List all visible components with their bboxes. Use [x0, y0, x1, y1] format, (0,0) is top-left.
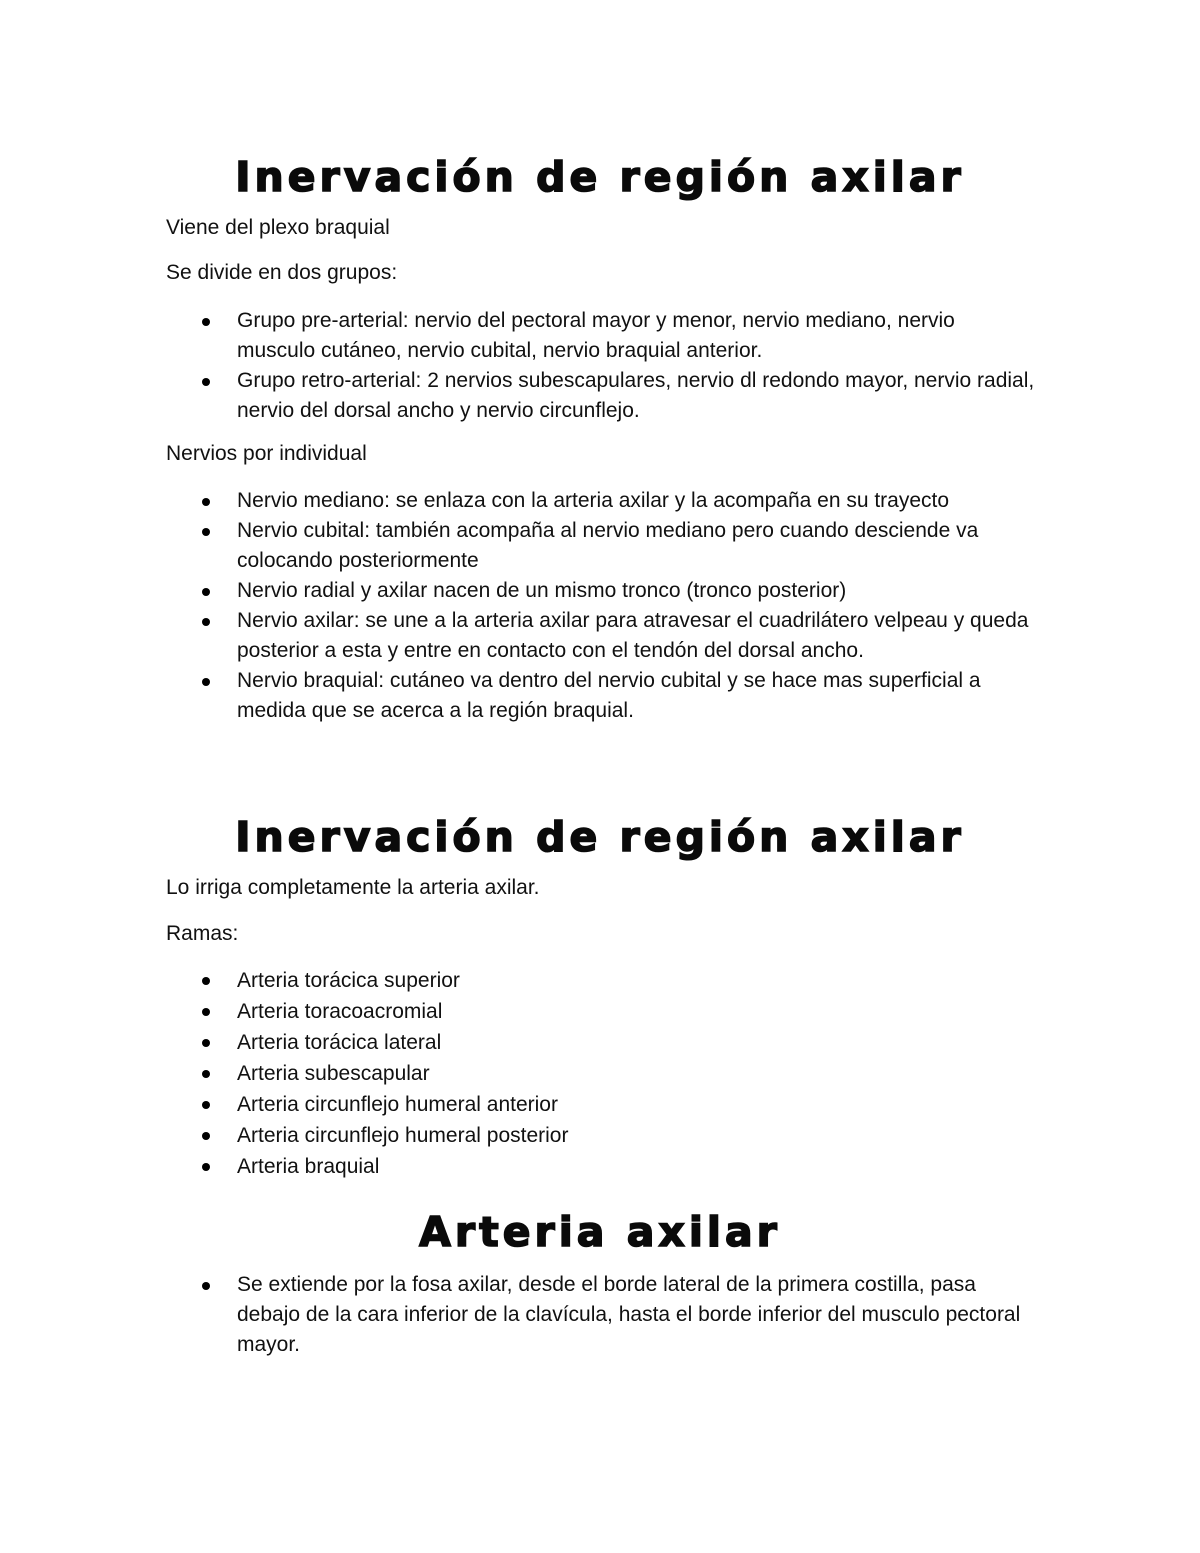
list-item — [0, 486, 1037, 516]
list-item — [0, 1120, 1037, 1151]
bullet-icon — [202, 1008, 210, 1016]
list-item-text: Arteria braquial — [237, 1155, 380, 1178]
list-item-text: Nervio braquial: cutáneo va dentro del nervio cubital y se hace mas superficial a medida que se acerca a la región braquial. — [237, 669, 981, 722]
list-item-text: Arteria circunflejo humeral posterior — [237, 1124, 569, 1147]
bullet-icon — [202, 678, 210, 686]
section-heading-inervacion: Inervación de región axilar — [235, 153, 965, 201]
bullet-icon — [202, 378, 210, 386]
bullet-icon — [202, 1101, 210, 1109]
section-heading-inervacion-2: Inervación de región axilar — [235, 813, 965, 861]
bullet-icon — [202, 1070, 210, 1078]
bullet-icon — [202, 528, 210, 536]
paragraph-plexo: Viene del plexo braquial — [166, 216, 390, 239]
section-heading-arteria-axilar: Arteria axilar — [419, 1208, 781, 1256]
list-item-text: Arteria subescapular — [237, 1062, 430, 1085]
groups-list — [0, 306, 1037, 426]
list-item-text: Arteria torácica superior — [237, 969, 460, 992]
nervios-list — [0, 486, 1037, 726]
list-item-text: Nervio radial y axilar nacen de un mismo tronco (tronco posterior) — [237, 579, 847, 602]
list-item-text: Arteria torácica lateral — [237, 1031, 442, 1054]
bullet-icon — [202, 1039, 210, 1047]
list-item-text: Nervio mediano: se enlaza con la arteria axilar y la acompaña en su trayecto — [237, 489, 950, 512]
list-item-text: Arteria circunflejo humeral anterior — [237, 1093, 558, 1116]
bullet-icon — [202, 498, 210, 506]
list-item — [0, 516, 1037, 576]
list-item-text: Arteria toracoacromial — [237, 1000, 443, 1023]
bullet-icon — [202, 1282, 210, 1290]
list-item — [0, 666, 1037, 726]
bullet-icon — [202, 318, 210, 326]
ramas-list — [0, 965, 1037, 1182]
list-item — [0, 306, 1037, 366]
bullet-icon — [202, 1132, 210, 1140]
list-item — [0, 606, 1037, 666]
list-item — [0, 1270, 1037, 1360]
paragraph-nervios-intro: Nervios por individual — [166, 442, 367, 465]
list-item — [0, 576, 1037, 606]
arteria-list — [0, 1270, 1037, 1360]
list-item-text: Nervio cubital: también acompaña al nervio mediano pero cuando desciende va colocando posteriormente — [237, 519, 979, 572]
bullet-icon — [202, 1163, 210, 1171]
list-item — [0, 965, 1037, 996]
list-item — [0, 1058, 1037, 1089]
list-item-text: Grupo retro-arterial: 2 nervios subescapulares, nervio dl redondo mayor, nervio radial, nervio del dorsal ancho y nervio circunflejo. — [237, 369, 1035, 422]
list-item-text: Se extiende por la fosa axilar, desde el borde lateral de la primera costilla, pasa debajo de la cara inferior de la clavícula, hasta el borde inferior del musculo pectoral mayor. — [237, 1273, 1021, 1356]
list-item — [0, 996, 1037, 1027]
list-item-text: Nervio axilar: se une a la arteria axilar para atravesar el cuadrilátero velpeau y queda posterior a esta y entre en contacto con el tendón del dorsal ancho. — [237, 609, 1029, 662]
bullet-icon — [202, 977, 210, 985]
bullet-icon — [202, 618, 210, 626]
paragraph-irriga: Lo irriga completamente la arteria axilar. — [166, 876, 540, 899]
bullet-icon — [202, 588, 210, 596]
list-item — [0, 1027, 1037, 1058]
list-item — [0, 366, 1037, 426]
list-item — [0, 1089, 1037, 1120]
paragraph-grupos: Se divide en dos grupos: — [166, 261, 398, 284]
paragraph-ramas: Ramas: — [166, 922, 239, 945]
list-item-text: Grupo pre-arterial: nervio del pectoral mayor y menor, nervio mediano, nervio musculo cutáneo, nervio cubital, nervio braquial anterior. — [237, 309, 955, 362]
list-item — [0, 1151, 1037, 1182]
